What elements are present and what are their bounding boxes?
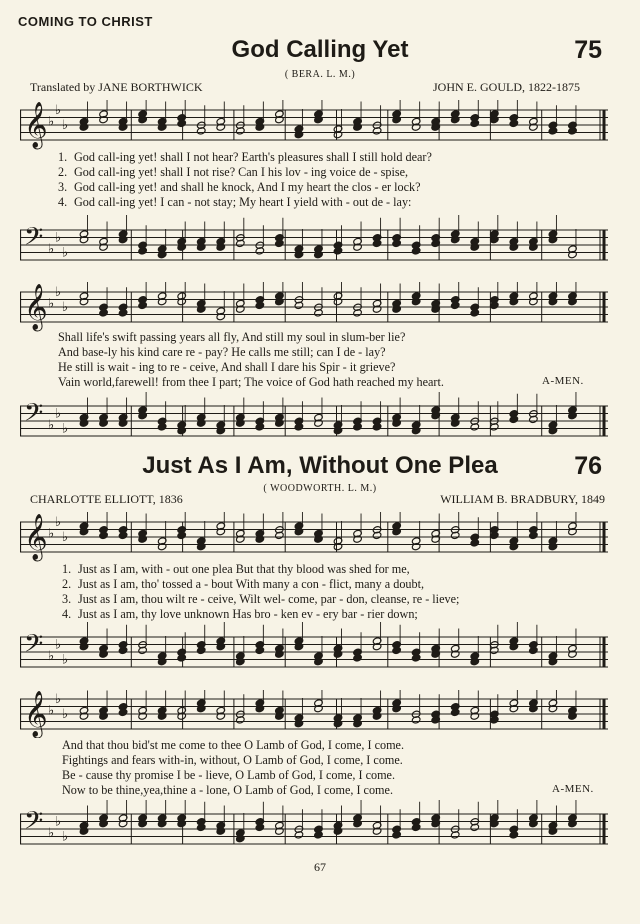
verse-line: 2. Just as I am, tho' tossed a - bout With many a con - flict, many a doubt, [62,577,425,591]
svg-text:♭: ♭ [55,692,62,707]
svg-text:♭: ♭ [48,648,55,664]
hymn-76-verses-2 [62,738,404,798]
svg-text:♭: ♭ [48,417,55,433]
hymn-75-translator: Translated by JANE BORTHWICK [30,80,203,94]
hymn-75-treble-staff-2 [20,282,608,332]
svg-text:♭: ♭ [55,103,62,118]
hymn-76-bass-staff-2 [20,800,608,858]
hymn-76-treble-staff-1 [20,512,608,562]
svg-text:♭: ♭ [62,245,69,261]
section-header: COMING TO CHRIST [18,14,153,29]
verse-line: And that thou bid'st me come to thee O Lamb of God, I come, I come. [62,738,405,752]
verse-line: 3. God call-ing yet! and shall he knock, And I my heart the clos - er lock? [58,180,421,194]
verse-line: Shall life's swift passing years all fly, And still my soul in slum-ber lie? [58,330,406,344]
hymn-75-number: 75 [574,36,602,64]
svg-text:♭: ♭ [48,703,55,719]
hymn-76-amen: A-MEN. [552,783,594,795]
verse-line: 4. Just as I am, thy love unknown Has bro - ken ev - ery bar - rier down; [62,607,418,621]
hymn-76-bass-staff-1 [20,622,608,682]
svg-text:♭: ♭ [62,829,69,845]
svg-text:♭: ♭ [55,814,62,830]
svg-text:♭: ♭ [48,114,55,130]
svg-text:♭: ♭ [62,118,69,133]
hymn-76-tune: ( WOODWORTH. L. M.) [263,483,377,494]
hymn-76-treble-staff-2 [20,690,608,738]
svg-text:♭: ♭ [48,296,55,312]
verse-line: And base-ly his kind care re - pay? He calls me still; can I de - lay? [58,345,386,359]
svg-text:♭: ♭ [62,530,69,545]
svg-text:𝄞: 𝄞 [24,283,48,330]
hymn-75-composer: JOHN E. GOULD, 1822-1875 [433,80,580,94]
svg-text:𝄞: 𝄞 [24,513,48,560]
hymn-75-verses-2 [58,330,444,390]
svg-text:♭: ♭ [48,526,55,542]
hymn-76-author: CHARLOTTE ELLIOTT, 1836 [30,492,183,506]
hymn-75-tune: ( BERA. L. M.) [284,69,356,80]
svg-text:♭: ♭ [48,825,55,841]
hymn-75-bass-staff-1 [20,215,608,275]
verse-line: 4. God call-ing yet! I can - not stay; My heart I yield with - out de - lay: [58,195,412,209]
svg-text:♭: ♭ [62,300,69,315]
hymn-76-number: 76 [574,452,602,480]
svg-text:♭: ♭ [55,285,62,300]
verse-line: Be - cause thy promise I be - lieve, O Lamb of God, I come, I come. [62,768,396,782]
svg-text:♭: ♭ [55,637,62,653]
hymn-76-title: Just As I Am, Without One Plea [142,452,498,479]
hymn-75-amen: A-MEN. [542,375,584,387]
svg-text:♭: ♭ [62,421,69,437]
svg-text:𝄢: 𝄢 [24,806,44,842]
svg-text:𝄞: 𝄞 [24,690,48,737]
svg-text:♭: ♭ [48,241,55,257]
hymn-76-composer: WILLIAM B. BRADBURY, 1849 [440,492,605,506]
svg-text:𝄢: 𝄢 [24,398,44,434]
svg-text:♭: ♭ [55,406,62,422]
hymn-76-verses-1 [62,562,459,622]
svg-text:♭: ♭ [62,707,69,722]
hymn-75-treble-staff-1 [20,100,608,150]
svg-text:♭: ♭ [55,515,62,530]
svg-text:♭: ♭ [55,230,62,246]
verse-line: 1. Just as I am, with - out one plea But that thy blood was shed for me, [62,562,410,576]
svg-text:♭: ♭ [62,652,69,668]
verse-line: Vain world,farewell! from thee I part; The voice of God hath reached my heart. [58,375,444,389]
verse-line: 1. God call-ing yet! shall I not hear? Earth's pleasures shall I still hold dear? [58,150,432,164]
verse-line: 3. Just as I am, thou wilt re - ceive, Wilt wel- come, par - don, cleanse, re - lieve; [62,592,460,606]
verse-line: He still is wait - ing to re - ceive, And shall I dare his Spir - it grieve? [58,360,396,374]
page-number: 67 [314,860,326,874]
verse-line: Fightings and fears with-in, without, O Lamb of God, I come, I come. [62,753,403,767]
verse-line: Now to be thine,yea,thine a - lone, O Lamb of God, I come, I come. [62,783,393,797]
svg-text:𝄢: 𝄢 [24,222,44,258]
hymn-75-title: God Calling Yet [231,36,409,63]
hymn-75-verses-1 [58,150,432,210]
hymn-75-bass-staff-2 [20,392,608,450]
verse-line: 2. God call-ing yet! shall I not rise? Can I his lov - ing voice de - spise, [58,165,409,179]
svg-text:𝄞: 𝄞 [24,101,48,148]
svg-text:𝄢: 𝄢 [24,629,44,665]
